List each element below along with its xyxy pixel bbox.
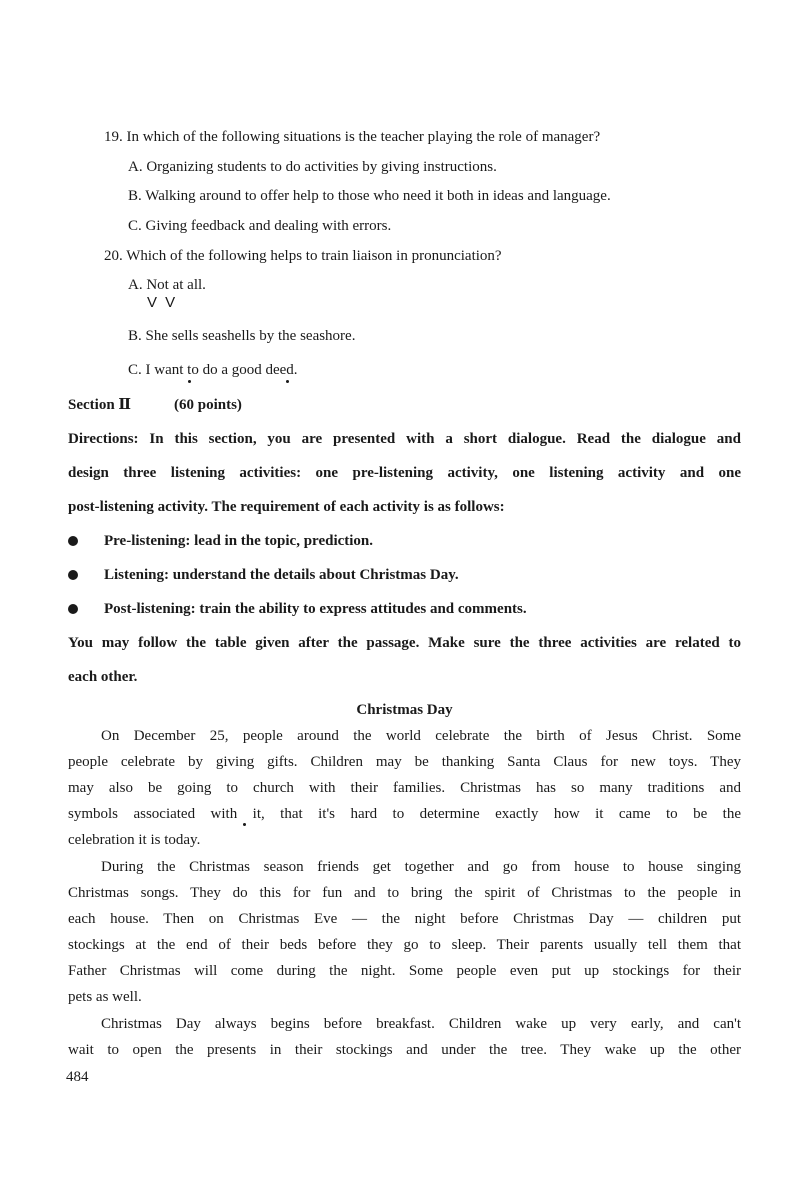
passage-line: pets as well. (68, 989, 142, 1005)
stress-dot-mark (188, 380, 191, 383)
bullet-item-listening: Listening: understand the details about Christmas Day. (104, 567, 459, 583)
question-20-option-a: A. Not at all. (128, 277, 206, 293)
passage-line: Christmas songs. They do this for fun and to bring the spirit of Christmas to the people in (68, 885, 741, 901)
passage-line: wait to open the presents in their stockings and under the tree. They wake up the other (68, 1042, 741, 1058)
passage-line: celebration it is today. (68, 832, 201, 848)
stress-dot-mark (286, 380, 289, 383)
passage-title: Christmas Day (356, 702, 453, 718)
directions-line: post-listening activity. The requirement of each activity is as follows: (68, 499, 505, 515)
section-points: (60 points) (174, 397, 242, 413)
passage-line: stockings at the end of their beds before they go to sleep. Their parents usually tell them that (68, 937, 741, 953)
question-20-stem: 20. Which of the following helps to train liaison in pronunciation? (104, 248, 502, 264)
question-20-option-c: C. I want to do a good deed. (128, 362, 298, 378)
passage-line: During the Christmas season friends get together and go from house to house singing (101, 859, 741, 875)
bullet-icon (68, 604, 78, 614)
bullet-icon (68, 570, 78, 580)
passage-line: Father Christmas will come during the night. Some people even put up stockings for their (68, 963, 741, 979)
bullet-icon (68, 536, 78, 546)
directions-line: Directions: In this section, you are presented with a short dialogue. Read the dialogue and (68, 431, 741, 447)
passage-line: symbols associated with it, that it's hard to determine exactly how it came to be the (68, 806, 741, 822)
directions-line: design three listening activities: one pre-listening activity, one listening activity and one (68, 465, 741, 481)
passage-line: Christmas Day always begins before breakfast. Children wake up very early, and can't (101, 1016, 741, 1032)
liaison-marks: V V (147, 294, 178, 311)
question-20-option-b: B. She sells seashells by the seashore. (128, 328, 356, 344)
passage-line: may also be going to church with their families. Christmas has so many traditions and (68, 780, 741, 796)
instruction-line: You may follow the table given after the passage. Make sure the three activities are related to (68, 635, 741, 651)
question-19-option-b: B. Walking around to offer help to those who need it both in ideas and language. (128, 188, 611, 204)
passage-line: each house. Then on Christmas Eve — the night before Christmas Day — children put (68, 911, 741, 927)
question-19-option-a: A. Organizing students to do activities by giving instructions. (128, 159, 497, 175)
instruction-line: each other. (68, 669, 138, 685)
page-number: 484 (66, 1069, 89, 1085)
passage-line: On December 25, people around the world celebrate the birth of Jesus Christ. Some (101, 728, 741, 744)
question-19-option-c: C. Giving feedback and dealing with errors. (128, 218, 392, 234)
passage-line: people celebrate by giving gifts. Children may be thanking Santa Claus for new toys. They (68, 754, 741, 770)
section-heading: Section Ⅱ (68, 397, 132, 413)
bullet-item-post-listening: Post-listening: train the ability to express attitudes and comments. (104, 601, 527, 617)
question-19-stem: 19. In which of the following situations is the teacher playing the role of manager? (104, 129, 601, 145)
bullet-item-pre-listening: Pre-listening: lead in the topic, prediction. (104, 533, 374, 549)
stress-dot-mark (243, 823, 246, 826)
